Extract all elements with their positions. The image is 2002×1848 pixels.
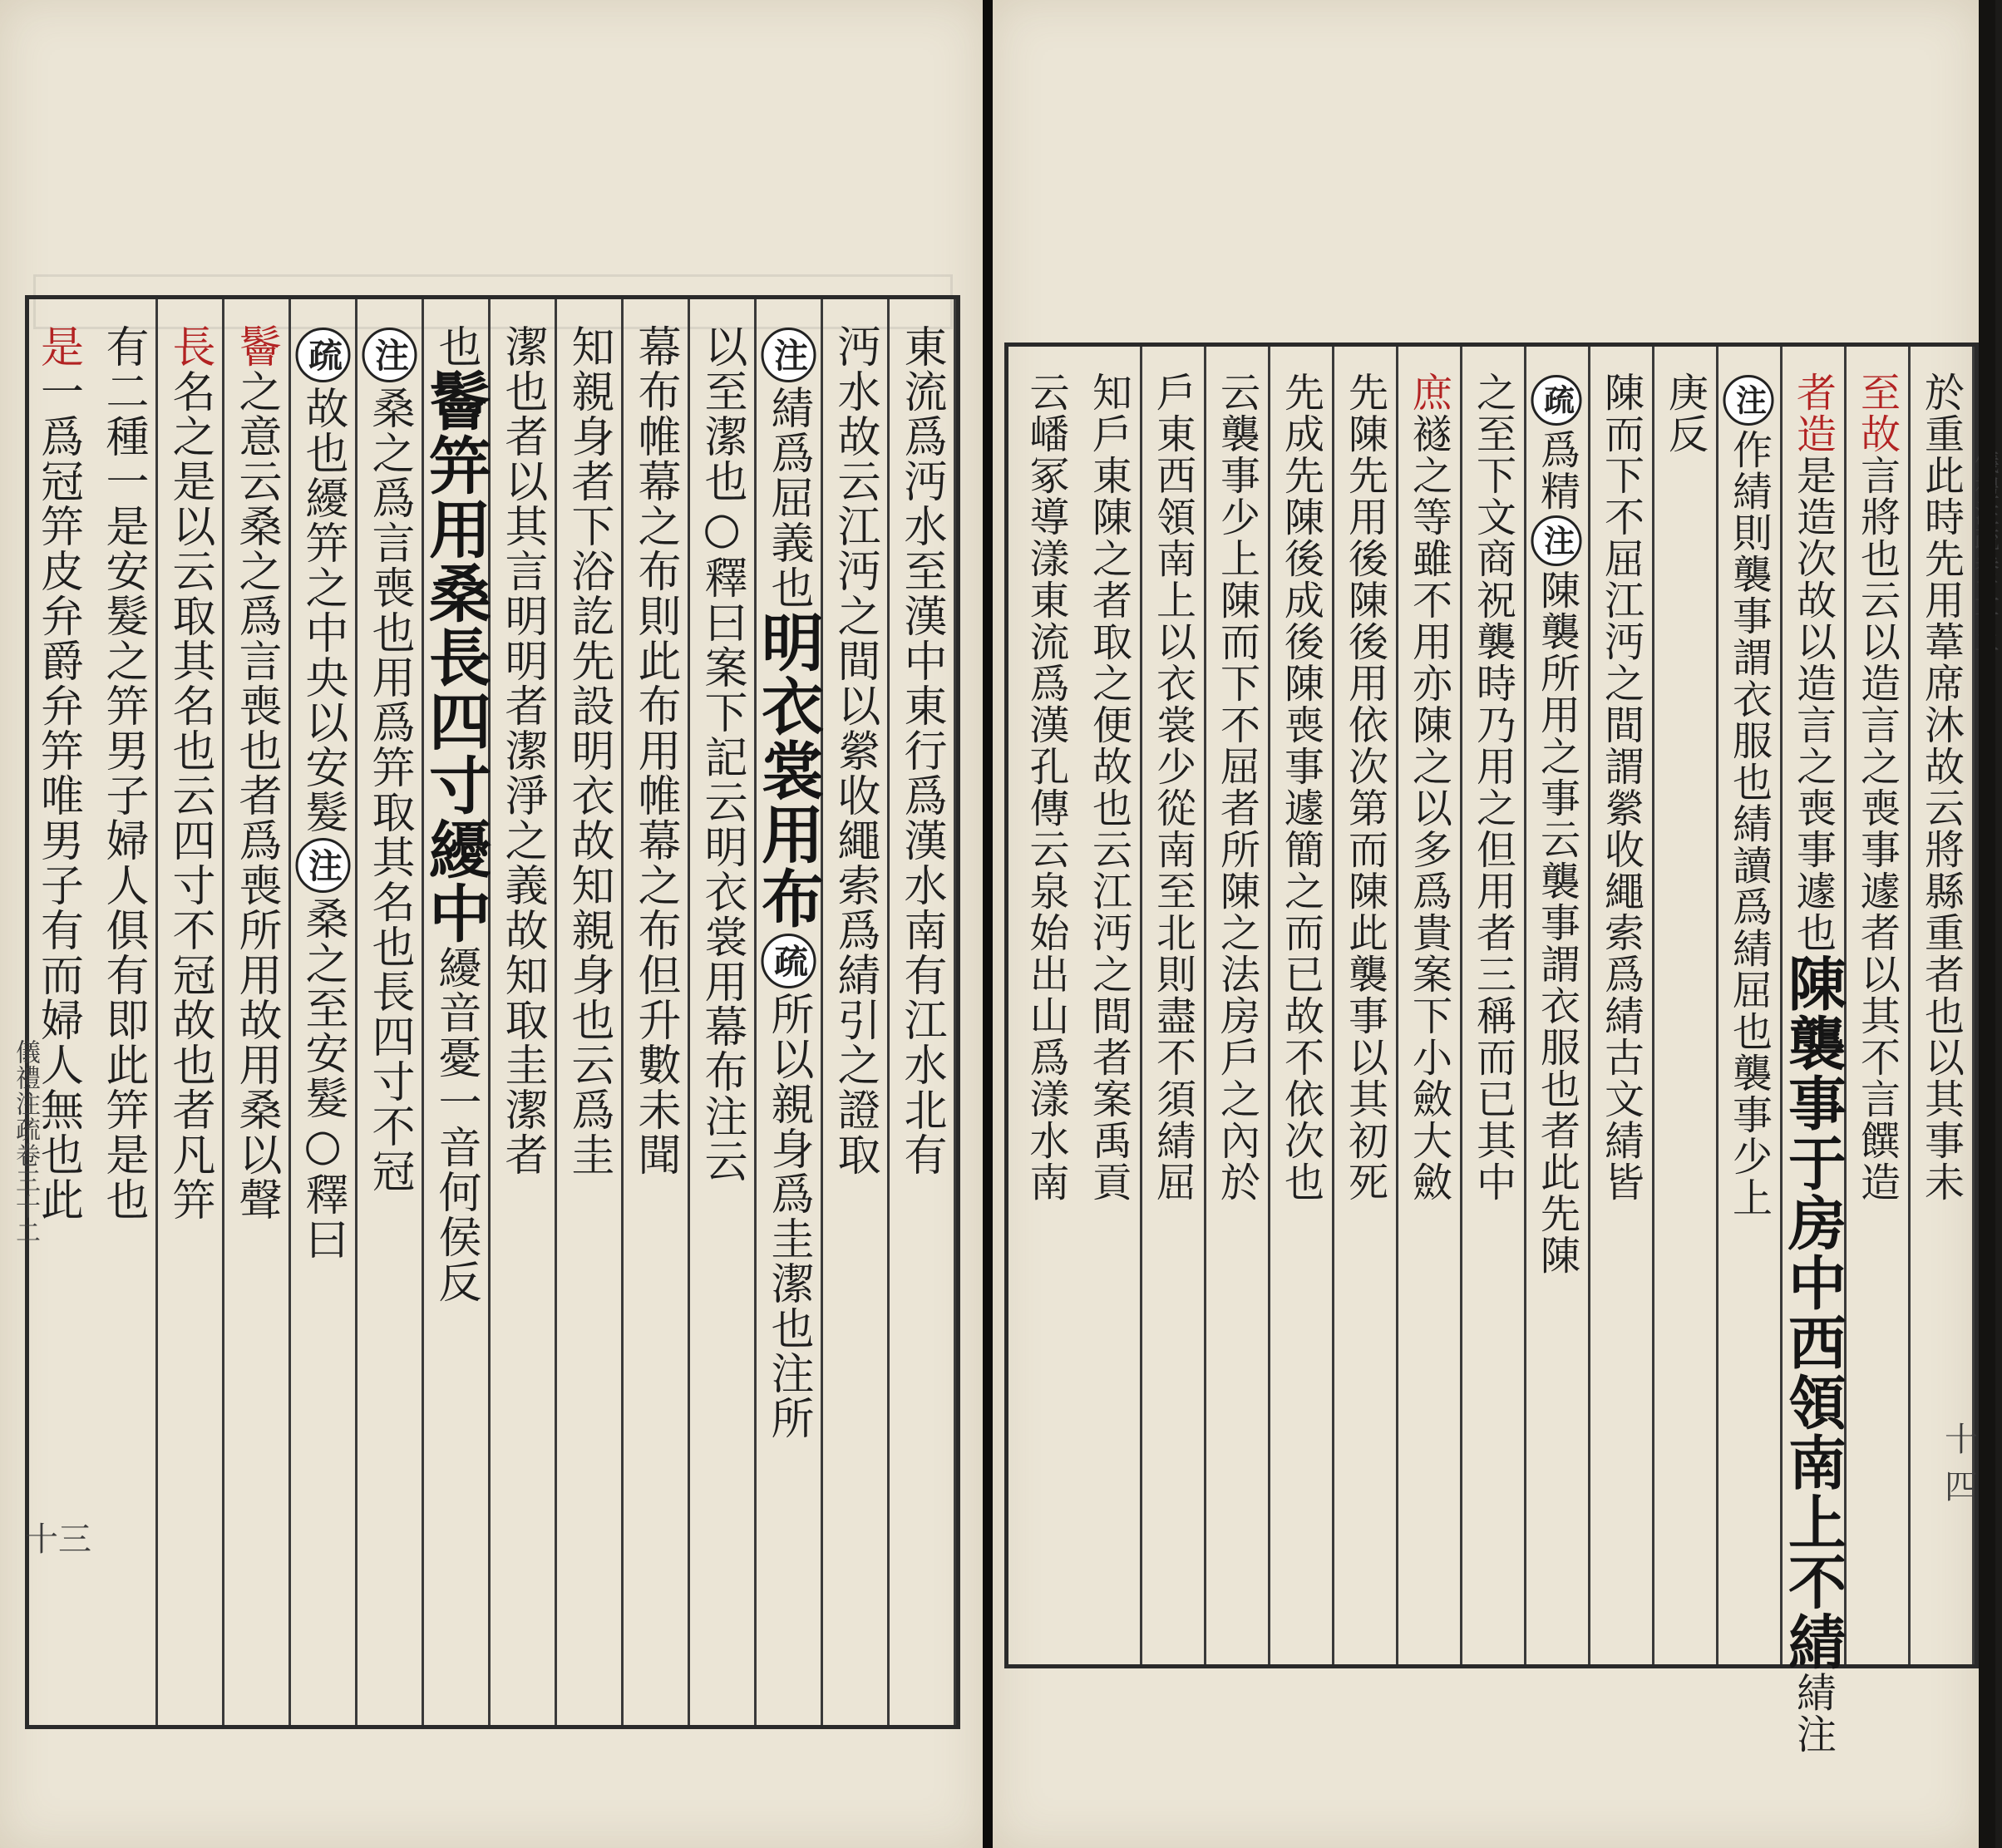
left-text-frame [25,295,960,1729]
column-text [691,324,753,1184]
right-page-column [1590,347,1654,1664]
main-classic-text: 明衣裳用布 [752,610,825,930]
left-page-column [25,299,91,1725]
column-text [1273,372,1330,1203]
left-page-column [624,299,690,1725]
column-body-text: 幕布帷幕之布則此布用帷幕之布但升數未聞 [630,324,680,1177]
column-body-text: 桑之爲言喪也用爲笄取其名也長四寸不冠 [364,386,414,1194]
book-edge [1979,0,1995,1848]
column-body-text: 知戶東陳之者取之便故也云江沔之間者案禹貢 [1085,372,1132,1203]
column-body-text: 戶東西領南上以衣裳少從南至北則盡不須綪屈 [1149,372,1196,1203]
left-side-label: 儀禮注疏卷三十二 [11,1039,40,1245]
right-page-column [1014,347,1078,1664]
column-body-text: 庚反 [1661,372,1709,455]
red-annotation-char: 鬠 [231,324,281,369]
column-body-text: 沔水故云江沔之間以縈收繩索爲綪引之證取 [830,324,880,1177]
right-page-column [1270,347,1334,1664]
column-text [1209,372,1266,1203]
column-continuation-text: 四寸不冠故也者凡笄 [165,818,214,1222]
commentary-marker-badge: 疏 [1531,375,1582,426]
column-text [412,324,500,1304]
column-text [624,324,687,1177]
right-page-column [1778,347,1848,1755]
right-page-column [1334,347,1398,1664]
commentary-marker-badge: 注 [1723,375,1774,426]
column-text [1913,372,1970,1203]
column-text [1529,372,1586,1276]
column-text [1081,372,1138,1203]
commentary-marker-badge: 注 [1531,515,1582,566]
right-page [993,0,1979,1848]
column-text [92,324,155,1222]
right-page-column [1526,347,1590,1664]
column-text [824,324,886,1177]
column-body-text: 有二種一是安髮之笄男子婦人俱有即此笄是也 [98,324,148,1222]
column-text [1145,372,1202,1203]
left-page-column [491,299,557,1725]
column-text [1465,372,1522,1203]
column-continuation-text: 桑之至安髮○釋曰 [298,896,348,1262]
column-text [1772,372,1856,1755]
left-page-column [752,299,825,1725]
right-text-frame [1004,342,1979,1755]
left-page-column [291,299,358,1725]
commentary-marker-badge: 注 [295,838,350,893]
column-body-text: 先成先陳後成後陳喪事遽簡之而已故不依次也 [1277,372,1324,1203]
column-text [1849,372,1906,1203]
red-annotation-char: 至故 [1853,372,1901,455]
column-body-text: 是造次故以造言之喪事遽也 [1789,455,1837,954]
column-body-text: 之意云桑之爲言喪也者爲喪所用故用桑以聲 [231,369,281,1222]
left-page-column [890,299,956,1725]
red-annotation-char: 者造 [1789,372,1837,455]
column-text [744,324,833,1441]
column-text [159,324,221,1222]
column-body-text: 作綪則 [1725,429,1773,554]
column-text [491,324,554,1177]
left-page-column [91,299,158,1725]
column-body-text: 先陳先用後陳後用依次第而陳此襲事以其初死 [1341,372,1388,1203]
column-body-text: 一 [32,369,83,414]
column-body-text: 於重此時先用葦席沐故云將縣重者也以其事未 [1917,372,1965,1203]
column-continuation-text: 纋音憂一音何侯反 [431,945,481,1304]
column-body-text: 之至下文商祝襲時乃用之但用者三稱而已其中 [1469,372,1516,1203]
column-text [1593,372,1650,1203]
column-text [1657,372,1714,455]
column-continuation-text: 所以親身爲圭潔也 [763,992,813,1351]
right-page-column [1142,347,1206,1664]
right-page-column [1462,347,1526,1664]
main-classic-text: 鬠笄用桑長四寸纋中 [419,369,492,945]
column-body-text: 襚之等雖不用亦陳之以多爲貴案下小斂大斂 [1405,413,1452,1203]
column-text [558,324,620,1177]
column-body-text: 知親身者下浴訖先設明衣故知親身也云爲圭 [564,324,614,1177]
left-page-column [158,299,224,1725]
column-body-text: 言將也云以造言之喪事遽者以其不言饌造 [1853,455,1901,1203]
commentary-marker-badge: 疏 [295,328,350,382]
column-tail-text: 注所 [763,1351,813,1441]
column-body-text: 綪爲屈義也 [763,386,813,610]
column-text [358,324,421,1194]
left-page-column [823,299,890,1725]
column-text [890,324,953,1177]
column-text [225,324,288,1222]
column-continuation-text: 陳襲所用之事云襲事謂衣服也者此先陳 [1533,569,1580,1276]
column-continuation-text: 爲冠笄皮弁爵弁笄唯男子有而婦人無也此 [32,414,83,1222]
column-body-text: 爲精 [1533,429,1580,512]
red-annotation-char: 是 [32,324,83,369]
right-page-column [1847,347,1911,1664]
column-body-text: 云襲事少上陳而下不屈者所陳之法房戶之內於 [1213,372,1260,1203]
column-text [1337,372,1394,1203]
right-page-column [1398,347,1462,1664]
book-spine [983,0,993,1848]
column-body-text: 陳而下不屈江沔之間謂縈收繩索爲綪古文綪皆 [1597,372,1644,1203]
column-continuation-text: 襲事謂衣服也綪讀爲綪屈也襲事少上 [1725,554,1773,1219]
column-body-text: 故也纋笄之中央以安髮 [298,386,348,835]
column-body-text: 東流爲沔水至漢中東行爲漢水南有江水北有 [896,324,946,1177]
commentary-marker-badge: 注 [362,328,417,382]
main-classic-text: 陳襲事于房中西領南上不綪 [1778,954,1848,1672]
left-page-column [557,299,624,1725]
right-page-column [1718,347,1783,1664]
right-page-column [1654,347,1718,1664]
commentary-marker-badge: 注 [761,328,816,382]
column-body-text: 潔也者以其言明明者潔淨之義故知取圭潔者 [497,324,547,1177]
column-text [1721,372,1778,1219]
column-body-text: 以至潔也○釋曰案下記云明衣裳用幕布注云 [697,324,747,1184]
right-page-column [1078,347,1142,1664]
left-page-column [358,299,424,1725]
column-text [1401,372,1458,1203]
left-page-column [419,299,492,1725]
left-page-column [224,299,291,1725]
left-page-number: 十三 [25,1520,91,1559]
red-annotation-char: 長 [165,324,214,369]
column-body-text: 名之是以云取其名也云 [165,369,214,818]
column-text [292,324,354,1262]
column-body-text: 云嶓冢導漾東流爲漢孔傳云泉始出山爲漾水南 [1023,372,1069,1203]
right-page-column [1206,347,1270,1664]
column-text [1018,372,1075,1203]
commentary-marker-badge: 疏 [761,934,816,988]
left-page [0,0,983,1848]
red-annotation-char: 庶 [1405,372,1452,413]
right-page-number: 十四 [1945,1421,1978,1506]
column-body-text: 也 [431,324,481,369]
left-page-column [690,299,757,1725]
column-continuation-text: 綪注 [1789,1672,1837,1755]
